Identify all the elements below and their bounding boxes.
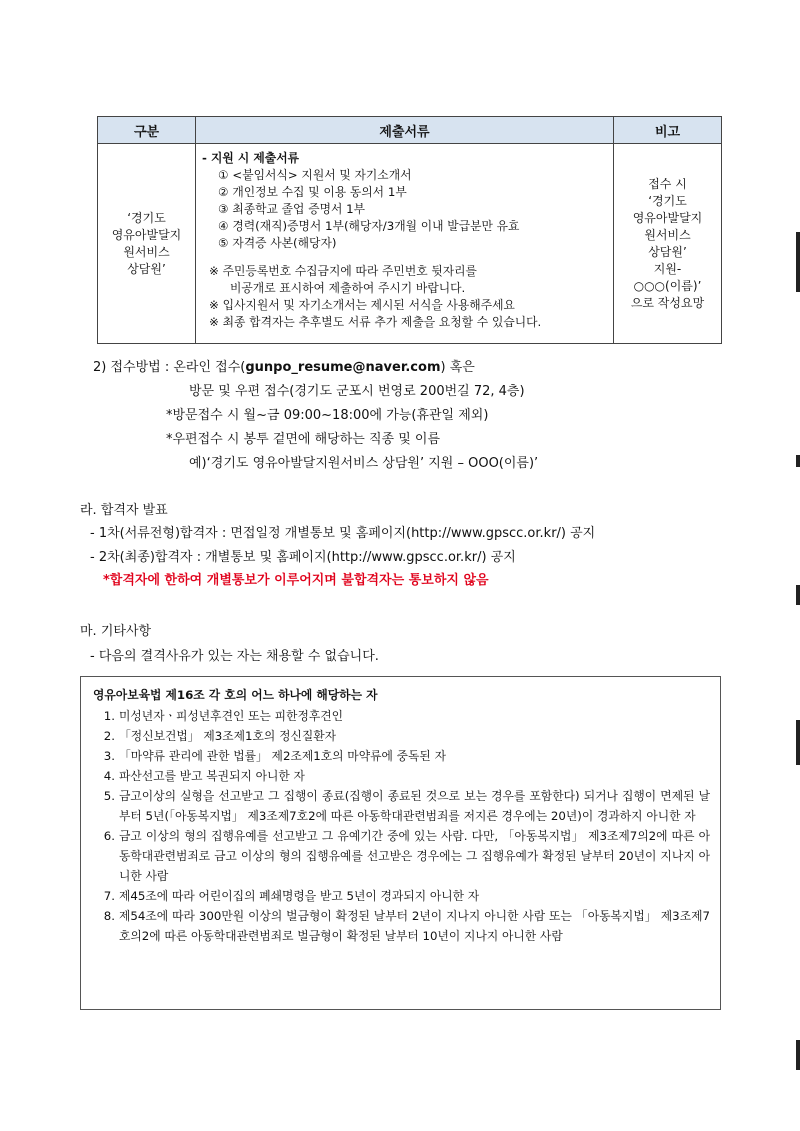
edge-artifact	[796, 455, 800, 467]
list-item	[93, 746, 710, 766]
item-text: 금고 이상의 형의 집행유예를 선고받고 그 유예기간 중에 있는 사람. 다만, 「아동복지법」 제3조제7의2에 따른 아동학대관련범죄로 금고 이상의 형의 집행유예를 선고받은 경우에는 그 집행유예가 확정된 날부터 20년이 지나지 아니한 사람	[119, 829, 710, 883]
list-item	[93, 726, 710, 746]
note-line: 지원-	[653, 261, 682, 276]
note-line: 으로 작성요망	[630, 295, 705, 310]
notice-line: 비공개로 표시하여 제출하여 주시기 바랍니다.	[230, 281, 466, 295]
list-item	[93, 906, 710, 946]
item-number: 2.	[103, 729, 115, 743]
item-number: 7.	[103, 889, 115, 903]
category-line: 영유아발달지	[111, 227, 182, 242]
notice-line: ※ 최종 합격자는 추후별도 서류 추가 제출을 요청할 수 있습니다.	[209, 315, 542, 329]
item-text: 미성년자ㆍ피성년후견인 또는 피한정후견인	[119, 709, 344, 723]
edge-artifact	[796, 1040, 800, 1070]
misc-title: 마. 기타사항	[80, 624, 152, 639]
item-number: 1.	[103, 709, 115, 723]
edge-artifact	[796, 720, 800, 765]
method-label-end: ) 혹은	[440, 360, 475, 375]
document-item: ③ 최종학교 졸업 증명서 1부	[218, 202, 366, 216]
announce-line: - 1차(서류전형)합격자 : 면접일정 개별통보 및 홈페이지(http://www.gpscc.or.kr/) 공지	[90, 526, 596, 541]
category-line: ‘경기도	[127, 210, 166, 225]
note-line: 원서비스	[644, 227, 691, 242]
notice-line: ※ 주민등록번호 수집금지에 따라 주민번호 뒷자리를	[209, 264, 477, 278]
documents-table	[97, 116, 722, 344]
method-label: 2) 접수방법 : 온라인 접수(	[93, 360, 246, 375]
disqualification-list	[93, 706, 710, 946]
category-line: 원서비스	[123, 244, 170, 259]
documents-heading: - 지원 시 제출서류	[202, 151, 299, 165]
note-line: 상담원’	[648, 244, 687, 259]
announce-title: 라. 합격자 발표	[80, 503, 168, 518]
note-line: 접수 시	[648, 176, 687, 191]
note-line: ‘경기도	[648, 193, 687, 208]
announce-warning: *합격자에 한하여 개별통보가 이루어지며 불합격자는 통보하지 않음	[103, 573, 489, 588]
category-cell	[98, 144, 196, 344]
list-item	[93, 786, 710, 826]
method-line	[93, 356, 538, 380]
documents-cell	[196, 144, 614, 344]
edge-artifact	[796, 585, 800, 605]
list-item	[93, 826, 710, 886]
document-item: ⑤ 자격증 사본(해당자)	[218, 236, 337, 250]
method-line: *방문접수 시 월~금 09:00~18:00에 가능(휴관일 제외)	[166, 408, 489, 423]
spacer	[202, 252, 609, 263]
item-text: 「정신보건법」 제3조제1호의 정신질환자	[119, 729, 337, 743]
table-row	[98, 144, 722, 344]
item-number: 3.	[103, 749, 115, 763]
table-header-row	[98, 117, 722, 144]
item-number: 8.	[103, 909, 115, 923]
note-line: 영유아발달지	[632, 210, 703, 225]
item-number: 6.	[103, 829, 115, 843]
method-line: 방문 및 우편 접수(경기도 군포시 번영로 200번길 72, 4층)	[189, 384, 525, 399]
header-category: 구분	[98, 117, 196, 144]
misc-line: - 다음의 결격사유가 있는 자는 채용할 수 없습니다.	[90, 649, 379, 664]
notice-line: ※ 입사지원서 및 자기소개서는 제시된 서식을 사용해주세요	[209, 298, 515, 312]
item-text: 제45조에 따라 어린이집의 폐쇄명령을 받고 5년이 경과되지 아니한 자	[119, 889, 480, 903]
edge-artifact	[796, 232, 800, 292]
application-method	[93, 356, 538, 476]
announce-line: - 2차(최종)합격자 : 개별통보 및 홈페이지(http://www.gpscc.or.kr/) 공지	[90, 550, 516, 565]
list-item	[93, 766, 710, 786]
email-address: gunpo_resume@naver.com	[245, 360, 441, 375]
method-line: *우편접수 시 봉투 겉면에 해당하는 직종 및 이름	[166, 432, 441, 447]
item-number: 4.	[103, 769, 115, 783]
disqualification-title: 영유아보육법 제16조 각 호의 어느 하나에 해당하는 자	[93, 688, 378, 702]
list-item	[93, 706, 710, 726]
method-line: 예)‘경기도 영유아발달지원서비스 상담원’ 지원 – OOO(이름)’	[189, 456, 539, 471]
category-line: 상담원’	[127, 261, 166, 276]
item-text: 「마약류 관리에 관한 법률」 제2조제1호의 마약류에 중독된 자	[119, 749, 446, 763]
header-note: 비고	[614, 117, 722, 144]
note-line: ○○○(이름)’	[633, 278, 702, 293]
header-documents: 제출서류	[196, 117, 614, 144]
item-text: 제54조에 따라 300만원 이상의 벌금형이 확정된 날부터 2년이 지나지 아니한 사람 또는 「아동복지법」 제3조제7호의2에 따른 아동학대관련범죄로 벌금형이 확정된 날부터 10년이 지나지 아니한 사람	[119, 909, 710, 943]
item-text: 파산선고를 받고 복권되지 아니한 자	[119, 769, 305, 783]
list-item	[93, 886, 710, 906]
document-item: ② 개인정보 수집 및 이용 동의서 1부	[218, 185, 407, 199]
document-item: ④ 경력(재직)증명서 1부(해당자/3개월 이내 발급분만 유효	[218, 219, 520, 233]
item-number: 5.	[103, 789, 115, 803]
item-text: 금고이상의 실형을 선고받고 그 집행이 종료(집행이 종료된 것으로 보는 경우를 포함한다) 되거나 집행이 면제된 날부터 5년(「아동복지법」 제3조제7호2에 따른 아동학대관련범죄를 저지른 경우에는 20년)이 경과하지 아니한 자	[119, 789, 710, 823]
document-item: ① <붙임서식> 지원서 및 자기소개서	[218, 168, 412, 182]
disqualification-box	[80, 676, 721, 1010]
note-cell	[614, 144, 722, 344]
